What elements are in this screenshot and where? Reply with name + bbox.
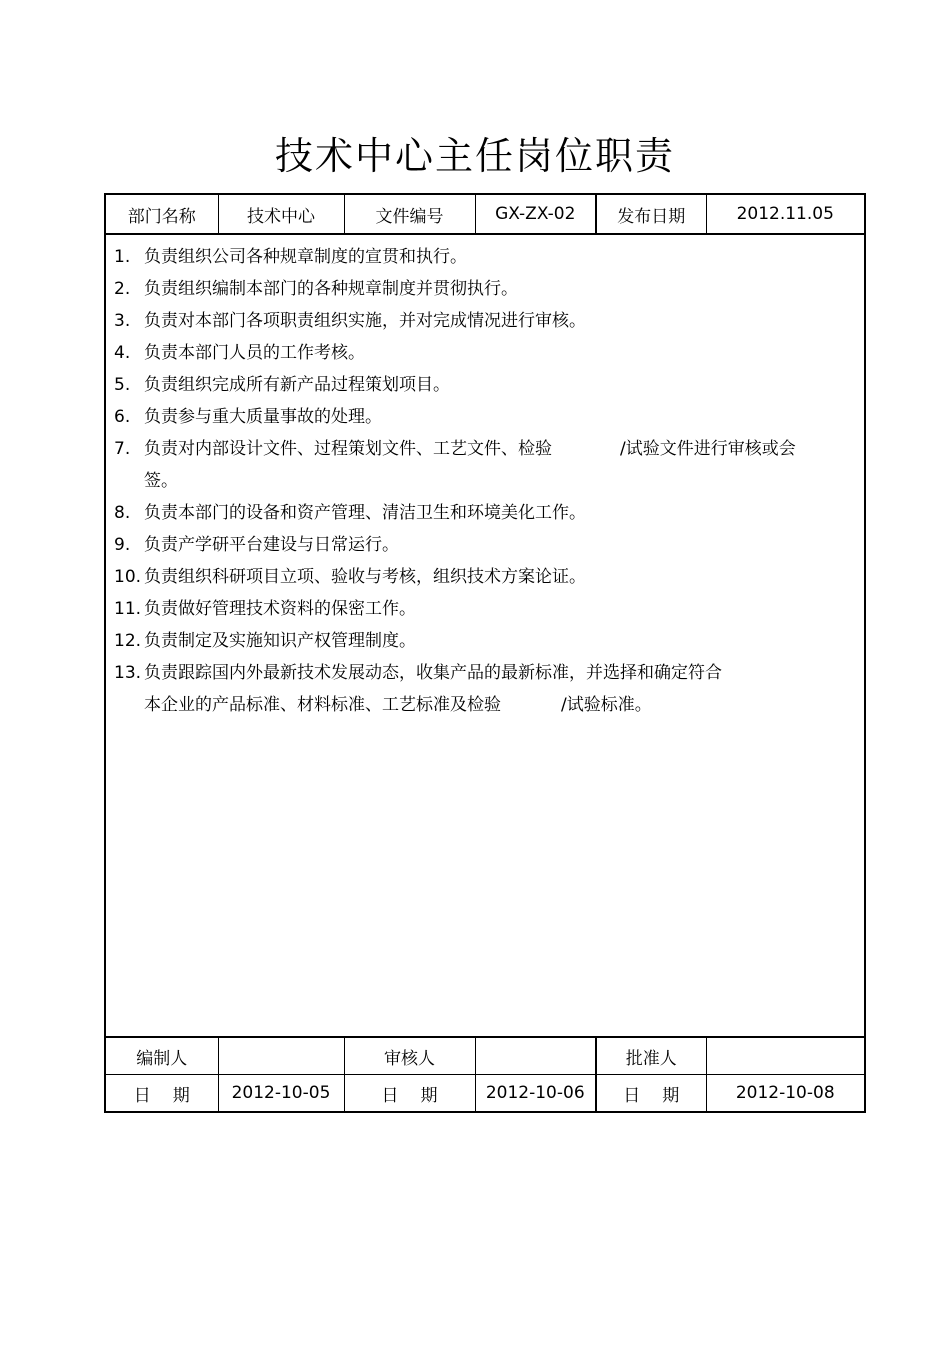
docno-value: GX-ZX-02 — [475, 194, 596, 234]
signoff-row — [105, 1037, 865, 1075]
duty-text — [144, 657, 856, 721]
duty-item — [114, 561, 856, 593]
docno-label: 文件编号 — [344, 194, 475, 234]
duty-text: 负责组织公司各种规章制度的宣贯和执行。 — [144, 247, 467, 267]
duty-item — [114, 273, 856, 305]
date-label-text: 日期 — [623, 1085, 702, 1106]
date-label — [105, 1075, 218, 1113]
duty-number: 4. — [114, 343, 131, 363]
duty-text: 负责本部门人员的工作考核。 — [144, 343, 365, 363]
duty-number: 5. — [114, 375, 131, 395]
duty-item — [114, 529, 856, 561]
duties-row — [105, 234, 865, 1037]
prepared-value — [218, 1037, 344, 1075]
approved-date: 2012-10-08 — [706, 1075, 865, 1113]
duty-text: 负责对本部门各项职责组织实施，并对完成情况进行审核。 — [144, 311, 586, 331]
duty-item — [114, 401, 856, 433]
duty-text: 负责产学研平台建设与日常运行。 — [144, 535, 399, 555]
approved-label: 批准人 — [596, 1037, 706, 1075]
approved-value — [706, 1037, 865, 1075]
duty-text: 负责参与重大质量事故的处理。 — [144, 407, 382, 427]
duty-number: 1. — [114, 247, 131, 267]
duty-text: 负责制定及实施知识产权管理制度。 — [144, 631, 416, 651]
prepared-label: 编制人 — [105, 1037, 218, 1075]
date-label — [596, 1075, 706, 1113]
release-label: 发布日期 — [596, 194, 706, 234]
duty-text-part: 负责跟踪国内外最新技术发展动态，收集产品的最新标准，并选择和确定符合 — [144, 663, 722, 683]
duty-number: 3. — [114, 311, 131, 331]
duty-item — [114, 625, 856, 657]
duty-number: 9. — [114, 535, 131, 555]
header-row — [105, 194, 865, 234]
date-row — [105, 1075, 865, 1113]
duty-item — [114, 593, 856, 625]
page-title: 技术中心主任岗位职责 — [274, 134, 675, 178]
date-label — [344, 1075, 475, 1113]
duty-item — [114, 241, 856, 273]
release-value: 2012.11.05 — [706, 194, 865, 234]
duty-item — [114, 369, 856, 401]
duty-text: 负责组织完成所有新产品过程策划项目。 — [144, 375, 450, 395]
duty-item — [114, 497, 856, 529]
date-label-text: 日期 — [381, 1085, 460, 1106]
duty-item — [114, 305, 856, 337]
duty-text-part: 本企业的产品标准、材料标准、工艺标准及检验 — [144, 695, 501, 715]
duty-number: 2. — [114, 279, 131, 299]
duty-text — [144, 433, 856, 497]
duty-number: 7. — [114, 439, 131, 459]
prepared-date: 2012-10-05 — [218, 1075, 344, 1113]
duty-text: 负责本部门的设备和资产管理、清洁卫生和环境美化工作。 — [144, 503, 586, 523]
reviewed-date: 2012-10-06 — [475, 1075, 596, 1113]
duty-number: 13. — [114, 663, 142, 683]
duty-text-part: 负责对内部设计文件、过程策划文件、工艺文件、检验 — [144, 439, 552, 459]
duty-number: 8. — [114, 503, 131, 523]
duty-item — [114, 433, 856, 497]
dept-label: 部门名称 — [105, 194, 218, 234]
duty-number: 11. — [114, 599, 142, 619]
duty-item — [114, 657, 856, 721]
date-label-text: 日期 — [133, 1085, 212, 1106]
duty-number: 6. — [114, 407, 131, 427]
reviewed-label: 审核人 — [344, 1037, 475, 1075]
duty-text-part: /试验标准。 — [561, 695, 652, 715]
duty-text: 负责组织编制本部门的各种规章制度并贯彻执行。 — [144, 279, 518, 299]
duty-form-table — [104, 193, 866, 1113]
reviewed-value — [475, 1037, 596, 1075]
duty-text: 负责组织科研项目立项、验收与考核，组织技术方案论证。 — [144, 567, 586, 587]
duty-number: 12. — [114, 631, 142, 651]
duty-text-part: 签。 — [144, 471, 178, 491]
dept-value: 技术中心 — [218, 194, 344, 234]
duties-list — [105, 234, 865, 1037]
duty-item — [114, 337, 856, 369]
duty-text: 负责做好管理技术资料的保密工作。 — [144, 599, 416, 619]
duty-text-part: /试验文件进行审核或会 — [620, 439, 796, 459]
duty-number: 10. — [114, 567, 142, 587]
